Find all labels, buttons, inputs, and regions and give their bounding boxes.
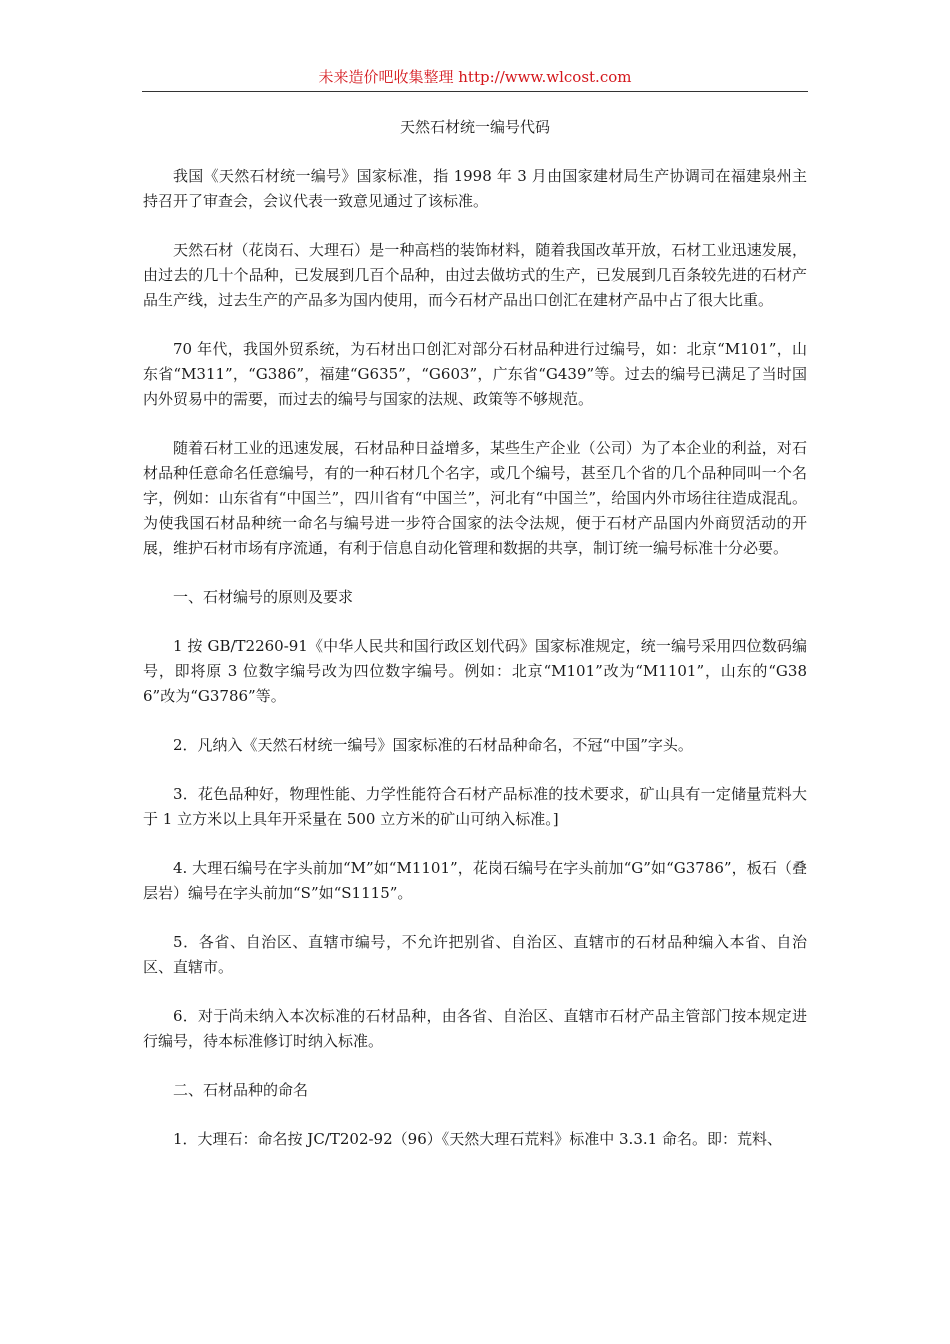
rule-item-2: 2．凡纳入《天然石材统一编号》国家标准的石材品种命名，不冠“中国”字头。 — [173, 736, 693, 754]
rule-item-1: 1 按 GB/T2260-91《中华人民共和国行政区划代码》国家标准规定，统一编号采用四位数码编号，即将原 3 位数字编号改为四位数字编号。例如：北京“M101”改为“M1101”，山东的“G386”改为“G3786”等。 — [143, 637, 807, 705]
rule-item-4: 4. 大理石编号在字头前加“M”如“M1101”，花岗石编号在字头前加“G”如“G3786”，板石（叠层岩）编号在字头前加“S”如“S1115”。 — [143, 859, 807, 902]
rule-item-3: 3．花色品种好，物理性能、力学性能符合石材产品标准的技术要求，矿山具有一定储量荒料大于 1 立方米以上具年开采量在 500 立方米的矿山可纳入标准。] — [143, 785, 807, 828]
document-body — [143, 164, 807, 1176]
section-heading-principles: 一、石材编号的原则及要求 — [173, 588, 354, 606]
rule-item-5: 5．各省、自治区、直辖市编号，不允许把别省、自治区、直辖市的石材品种编入本省、自治区、直辖市。 — [143, 933, 807, 976]
rule-item-6: 6．对于尚未纳入本次标准的石材品种，由各省、自治区、直辖市石材产品主管部门按本规定进行编号，待本标准修订时纳入标准。 — [143, 1007, 807, 1050]
naming-item-1: 1．大理石：命名按 JC/T202-92（96）《天然大理石荒料》标准中 3.3.1 命名。即：荒料、 — [173, 1130, 782, 1148]
paragraph-history: 70 年代，我国外贸系统，为石材出口创汇对部分石材品种进行过编号，如：北京“M101”，山东省“M311”，“G386”，福建“G635”，“G603”，广东省“G439”等。过去的编号已满足了当时国内外贸易中的需要，而过去的编号与国家的法规、政策等不够规范。 — [143, 340, 807, 408]
document-title: 天然石材统一编号代码 — [399, 118, 550, 136]
header-divider — [142, 91, 808, 92]
section-heading-naming: 二、石材品种的命名 — [173, 1081, 309, 1099]
paragraph-intro: 我国《天然石材统一编号》国家标准，指 1998 年 3 月由国家建材局生产协调司在福建泉州主持召开了审查会，会议代表一致意见通过了该标准。 — [143, 167, 807, 210]
paragraph-background: 天然石材（花岗石、大理石）是一种高档的装饰材料，随着我国改革开放，石材工业迅速发展，由过去的几十个品种，已发展到几百个品种，由过去做坊式的生产，已发展到几百条较先进的石材产品生产线，过去生产的产品多为国内使用，而今石材产品出口创汇在建材产品中占了很大比重。 — [143, 241, 807, 309]
paragraph-necessity: 随着石材工业的迅速发展，石材品种日益增多，某些生产企业（公司）为了本企业的利益，对石材品种任意命名任意编号，有的一种石材几个名字，或几个编号，甚至几个省的几个品种同叫一个名字，例如：山东省有“中国兰”，四川省有“中国兰”，河北有“中国兰”，给国内外市场往往造成混乱。为使我国石材品种统一命名与编号进一步符合国家的法令法规，便于石材产品国内外商贸活动的开展，维护石材市场有序流通，有利于信息自动化管理和数据的共享，制订统一编号标准十分必要。 — [143, 439, 807, 557]
page-header-site: 未来造价吧收集整理 http://www.wlcost.com — [318, 68, 632, 86]
